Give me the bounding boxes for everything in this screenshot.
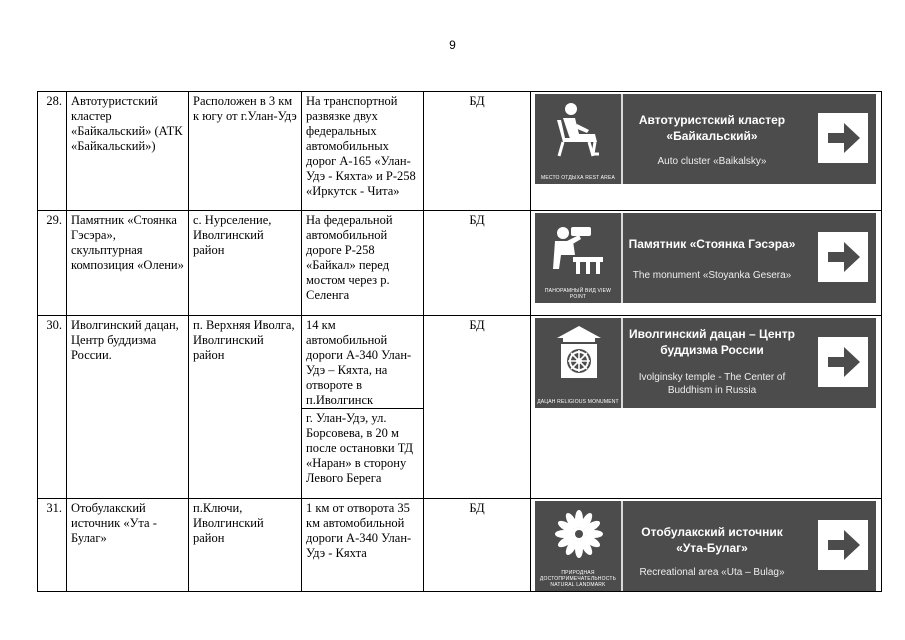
viewpoint-binoculars-icon [549, 219, 609, 277]
direction-arrow-icon [818, 232, 868, 282]
object-name: Отобулакский источник «Ута - Булаг» [67, 499, 189, 592]
sign-type-code: БД [424, 92, 531, 211]
road-sign [535, 318, 876, 408]
flower-natural-landmark-icon [549, 507, 609, 565]
direction-arrow-icon [818, 520, 868, 570]
road-sign [535, 213, 876, 303]
sign-type-code: БД [424, 499, 531, 592]
direction-arrow-icon [818, 337, 868, 387]
attractions-table [37, 91, 882, 592]
pictogram-caption: ДАЦАН RELIGIOUS MONUMENT [537, 399, 619, 405]
sign-title: Отобулакский источник «Ута-Булаг» [641, 525, 783, 555]
sign-subtitle: Auto cluster «Baikalsky» [657, 156, 767, 167]
object-location: п.Ключи, Иволгинский район [189, 499, 302, 592]
row-number: 29. [38, 211, 67, 316]
page-number: 9 [449, 38, 456, 52]
sign-image-cell [531, 211, 882, 316]
sign-pictogram [535, 318, 623, 408]
sign-title: Памятник «Стоянка Гэсэра» [628, 237, 796, 251]
sign-pictogram [535, 213, 623, 303]
object-location: с. Нурселение, Иволгинский район [189, 211, 302, 316]
table-row [38, 211, 882, 316]
sign-subtitle: The monument «Stoyanka Gesera» [632, 270, 792, 281]
sign-pictogram [535, 94, 623, 184]
sign-title: Автотуристский кластер «Байкальский» [638, 113, 786, 143]
sign-placement: На транспортной развязке двух федеральных автомобильных дорог А-165 «Улан-Удэ - Кяхта» и Р-258 «Иркутск - Чита» [302, 92, 424, 211]
sign-placement: 1 км от отворота 35 км автомобильной дороги А-340 Улан-Удэ - Кяхта [302, 499, 424, 592]
object-name: Автотуристский кластер «Байкальский» (АТК «Байкальский») [67, 92, 189, 211]
sign-image-cell [531, 499, 882, 592]
table-row [38, 316, 882, 409]
road-sign [535, 501, 876, 591]
object-name: Иволгинский дацан, Центр буддизма России. [67, 316, 189, 499]
datsan-temple-icon [549, 324, 609, 382]
sign-placement: 14 км автомобильной дороги А-340 Улан-Удэ – Кяхта, на отвороте в п.Иволгинск [302, 316, 424, 409]
sign-placement-alt: г. Улан-Удэ, ул. Борсовева, в 20 м после остановки ТД «Наран» в сторону Левого Берега [302, 409, 424, 499]
row-number: 31. [38, 499, 67, 592]
sign-image-cell [531, 316, 882, 499]
object-location: п. Верхняя Иволга, Иволгинский район [189, 316, 302, 499]
sign-placement: На федеральной автомобильной дороге Р-258 «Байкал» перед мостом через р. Селенга [302, 211, 424, 316]
row-number: 28. [38, 92, 67, 211]
pictogram-caption: МЕСТО ОТДЫХА REST AREA [540, 175, 616, 181]
sign-pictogram [535, 501, 623, 591]
table-row [38, 499, 882, 592]
pictogram-caption: ПАНОРАМНЫЙ ВИД VIEW POINT [544, 288, 612, 300]
sign-subtitle: Ivolginsky temple - The Center of Buddhism in Russia [638, 372, 786, 396]
pictogram-caption: ПРИРОДНАЯ ДОСТОПРИМЕЧАТЕЛЬНОСТЬ NATURAL LANDMARK [539, 570, 617, 588]
object-location: Расположен в 3 км к югу от г.Улан-Удэ [189, 92, 302, 211]
road-sign [535, 94, 876, 184]
direction-arrow-icon [818, 113, 868, 163]
sign-type-code: БД [424, 316, 531, 499]
sign-type-code: БД [424, 211, 531, 316]
sign-image-cell [531, 92, 882, 211]
sign-subtitle: Recreational area «Uta – Bulag» [639, 567, 785, 578]
row-number: 30. [38, 316, 67, 499]
object-name: Памятник «Стоянка Гэсэра», скульптурная композиция «Олени» [67, 211, 189, 316]
resting-person-icon [549, 100, 609, 158]
table-row [38, 92, 882, 211]
sign-title: Иволгинский дацан – Центр буддизма России [628, 327, 795, 357]
